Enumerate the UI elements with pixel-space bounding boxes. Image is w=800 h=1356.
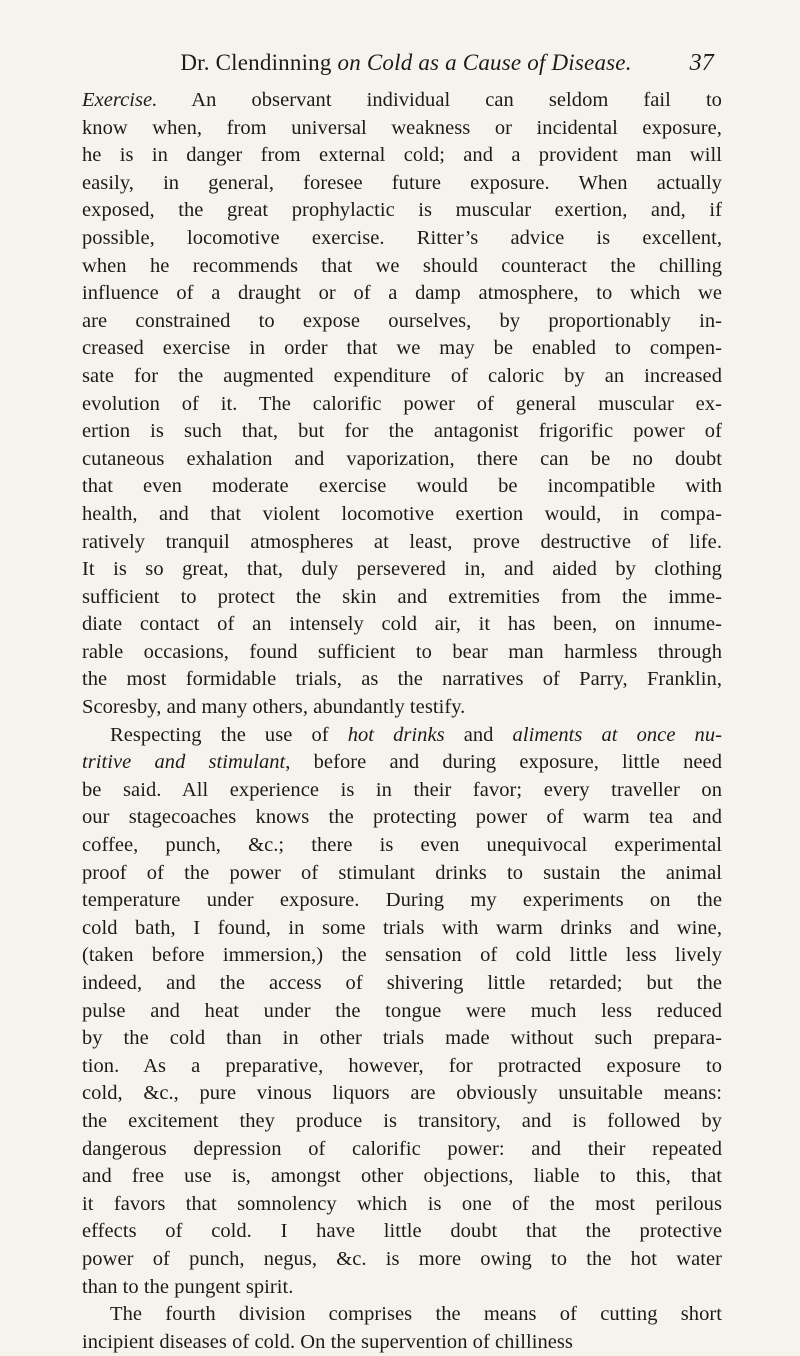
line-text: be said. All experience is in their favor; every traveller on: [82, 778, 722, 801]
text-line: [82, 777, 722, 805]
text-line: [82, 308, 722, 336]
text-line: [82, 170, 722, 198]
text-line: [82, 529, 722, 557]
line-text: evolution of it. The calorific power of general muscular ex-: [82, 392, 722, 415]
line-text: cold, &c., pure vinous liquors are obviously unsuitable means:: [82, 1082, 722, 1105]
text-line: [82, 501, 722, 529]
text-line: [82, 860, 722, 888]
line-text: ertion is such that, but for the antagonist frigorific power of: [82, 420, 722, 443]
body-text: [82, 87, 722, 1356]
text-line: [82, 1246, 722, 1274]
line-text: (taken before immersion,) the sensation of cold little less lively: [82, 944, 722, 967]
line-text: coffee, punch, &c.; there is even unequivocal experimental: [82, 834, 722, 857]
text-line: [82, 1329, 722, 1356]
text-line: [82, 887, 722, 915]
text-line: [82, 804, 722, 832]
text-line: [82, 998, 722, 1026]
line-text: dangerous depression of calorific power: and their repeated: [82, 1137, 722, 1160]
line-text: An observant individual can seldom fail to: [157, 89, 722, 111]
running-title: [98, 50, 714, 76]
text-line: [82, 115, 722, 143]
line-text: Scoresby, and many others, abundantly testify.: [82, 696, 466, 719]
text-line: [82, 197, 722, 225]
line-text: than to the pungent spirit.: [82, 1275, 294, 1298]
text-line: [82, 1191, 722, 1219]
line-text: cold bath, I found, in some trials with warm drinks and wine,: [82, 916, 722, 939]
text-line: [82, 1274, 722, 1302]
text-line: [82, 722, 722, 750]
text-line: [82, 942, 722, 970]
line-text: the most formidable trials, as the narratives of Parry, Franklin,: [82, 668, 722, 691]
text-line: [82, 970, 722, 998]
text-line: [82, 142, 722, 170]
text-line: [82, 556, 722, 584]
emphasis: aliments at once nu-: [512, 723, 723, 746]
line-text: effects of cold. I have little doubt that the protective: [82, 1220, 722, 1243]
line-text: by the cold than in other trials made without such prepara-: [82, 1027, 722, 1050]
text-line: [82, 1080, 722, 1108]
line-text: and free use is, amongst other objections, liable to this, that: [82, 1165, 722, 1188]
running-title-author: Dr. Clendinning: [180, 50, 338, 75]
text-line: [82, 87, 722, 115]
text-line: [82, 253, 722, 281]
emphasis: Exercise.: [82, 89, 158, 111]
line-text: when he recommends that we should counteract the chilling: [82, 254, 722, 277]
text-line: [82, 639, 722, 667]
line-text: ratively tranquil atmospheres at least, prove destructive of life.: [82, 530, 722, 553]
paragraph: [82, 87, 722, 722]
line-text: and: [444, 723, 513, 746]
text-line: [82, 584, 722, 612]
line-text: our stagecoaches knows the protecting power of warm tea and: [82, 806, 722, 829]
line-text: know when, from universal weakness or incidental exposure,: [82, 116, 722, 139]
emphasis: hot drinks: [347, 723, 445, 746]
text-line: [82, 1136, 722, 1164]
line-text: incipient diseases of cold. On the supervention of chilliness: [82, 1330, 573, 1353]
line-text: sate for the augmented expenditure of caloric by an increased: [82, 364, 722, 387]
text-line: [82, 694, 722, 722]
line-text: temperature under exposure. During my experiments on the: [82, 889, 722, 912]
text-line: [82, 446, 722, 474]
paragraph: [82, 722, 722, 1301]
text-line: [82, 611, 722, 639]
line-text: he is in danger from external cold; and a provident man will: [82, 144, 722, 167]
line-text: influence of a draught or of a damp atmosphere, to which we: [82, 282, 722, 305]
line-text: exposed, the great prophylactic is muscular exertion, and, if: [82, 199, 722, 222]
line-text: cutaneous exhalation and vaporization, there can be no doubt: [82, 447, 722, 470]
line-text: pulse and heat under the tongue were much less reduced: [82, 999, 722, 1022]
text-line: [82, 915, 722, 943]
line-text: power of punch, negus, &c. is more owing to the hot water: [82, 1247, 722, 1270]
line-text: rable occasions, found sufficient to bear man harmless through: [82, 640, 722, 663]
line-text: diate contact of an intensely cold air, it has been, on innume-: [82, 613, 722, 636]
text-line: [82, 1301, 722, 1329]
text-line: [82, 1163, 722, 1191]
text-line: [82, 225, 722, 253]
text-line: [82, 1218, 722, 1246]
emphasis: tritive and stimulant: [82, 751, 286, 774]
page-number: 37: [689, 50, 714, 76]
line-text: easily, in general, foresee future exposure. When actually: [82, 171, 722, 194]
text-line: [82, 363, 722, 391]
running-header: [98, 50, 714, 76]
text-line: [82, 418, 722, 446]
text-line: [82, 335, 722, 363]
line-text: health, and that violent locomotive exertion would, in compa-: [82, 502, 722, 525]
line-text: indeed, and the access of shivering little retarded; but the: [82, 972, 722, 994]
line-text: The fourth division comprises the means of cutting short: [110, 1303, 722, 1326]
text-line: [82, 280, 722, 308]
line-text: It is so great, that, duly persevered in, and aided by clothing: [82, 558, 722, 581]
line-text: sufficient to protect the skin and extremities from the imme-: [82, 585, 722, 608]
text-line: [82, 832, 722, 860]
paragraph: [82, 1301, 722, 1356]
text-line: [82, 1053, 722, 1081]
text-line: [82, 391, 722, 419]
line-text: are constrained to expose ourselves, by proportionably in-: [82, 309, 722, 332]
line-text: creased exercise in order that we may be enabled to compen-: [82, 337, 722, 360]
line-text: it favors that somnolency which is one of the most perilous: [82, 1192, 722, 1215]
line-text: tion. As a preparative, however, for protracted exposure to: [82, 1054, 722, 1077]
line-text: that even moderate exercise would be incompatible with: [82, 475, 722, 498]
text-line: [82, 1025, 722, 1053]
text-line: [82, 666, 722, 694]
text-line: [82, 1108, 722, 1136]
line-text: , before and during exposure, little need: [285, 751, 722, 774]
text-line: [82, 749, 722, 777]
line-text: proof of the power of stimulant drinks to sustain the animal: [82, 861, 722, 884]
line-text: the excitement they produce is transitory, and is followed by: [82, 1109, 722, 1132]
text-line: [82, 473, 722, 501]
line-text: Respecting the use of: [110, 723, 348, 746]
running-title-subject: on Cold as a Cause of Disease.: [337, 50, 632, 75]
line-text: possible, locomotive exercise. Ritter’s advice is excellent,: [82, 226, 722, 249]
